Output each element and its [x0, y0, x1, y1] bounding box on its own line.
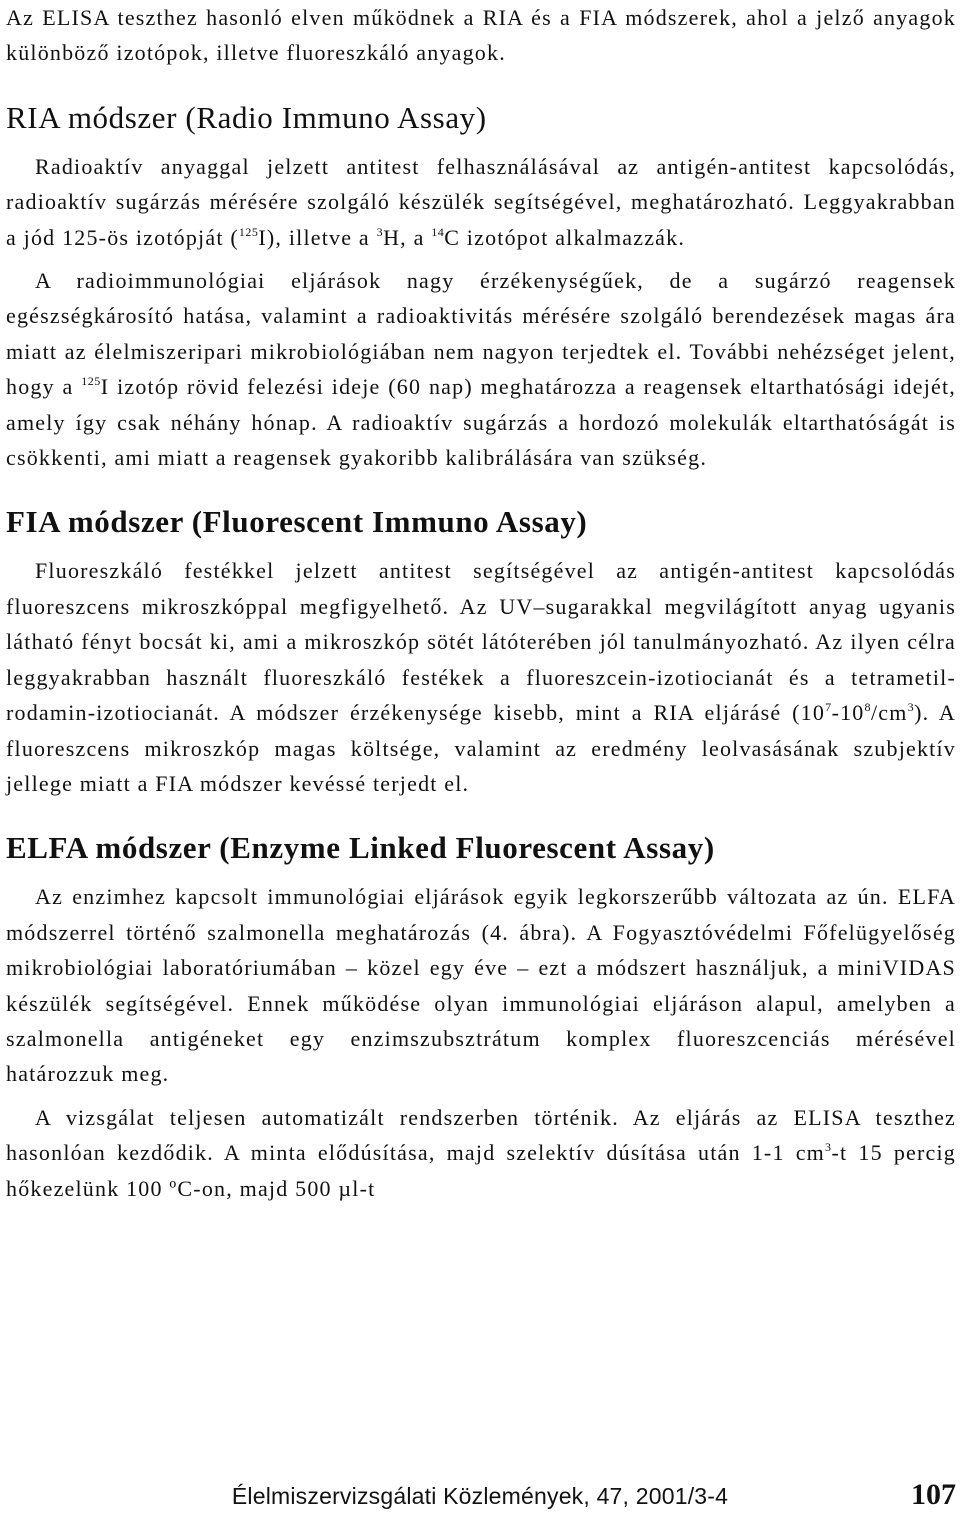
ria-paragraph-2: A radioimmunológiai eljárások nagy érzékenységűek, de a sugárzó reagensek egészségkárosító hatása, valamint a radioaktivitás mérésére szolgáló berendezések magas ára miatt az élelmiszeripari mikrobiológiában nem nagyon terjedtek el. További nehézséget jelent, hogy a $^{125}$I izotóp rövid felezési ideje (60 nap) meghatározza a reagensek eltarthatósági idejét, amely így csak néhány hónap. A radioaktív sugárzás a hordozó molekulák eltarthatóságát is csökkenti, ami miatt a reagensek gyakoribb kalibrálására van szükség.	[6, 268, 956, 471]
journal-citation: Élelmiszervizsgálati Közlemények, 47, 2001/3-4	[231, 1483, 729, 1509]
document-body	[6, 0, 956, 1206]
elfa-heading: ELFA módszer (Enzyme Linked Fluorescent Assay)	[6, 830, 715, 866]
fia-heading: FIA módszer (Fluorescent Immuno Assay)	[6, 504, 588, 540]
elfa-paragraph-1: Az enzimhez kapcsolt immunológiai eljárások egyik legkorszerűbb változata az ún. ELFA módszerrel történő szalmonella meghatározás (4. ábra). A Fogyasztóvédelmi Főfelügyelőség mikrobiológiai laboratóriumában – közel egy éve – ezt a módszert használjuk, a miniVIDAS készülék segítségével. Ennek működése olyan immunológiai eljáráson alapul, amelyben a szalmonella antigéneket egy enzimszubsztrátum komplex fluoreszcenciás mérésével határozzuk meg.	[6, 884, 956, 1087]
page-number: 107	[911, 1478, 956, 1511]
ria-paragraph-1: Radioaktív anyaggal jelzett antitest felhasználásával az antigén-antitest kapcsolódás, radioaktív sugárzás mérésére szolgáló készülék segítségével, meghatározható. Leggyakrabban a jód 125-ös izotópját ($^{125}$I), illetve a $^3$H, a $^{14}$C izotópot alkalmazzák.	[6, 153, 956, 250]
intro-paragraph: Az ELISA teszthez hasonló elven működnek a RIA és a FIA módszerek, ahol a jelző anyagok különböző izotópok, illetve fluoreszkáló anyagok.	[6, 5, 956, 66]
fia-paragraph-1: Fluoreszkáló festékkel jelzett antitest segítségével az antigén-antitest kapcsolódás fluoreszcens mikroszkóppal megfigyelhető. Az UV–sugarakkal megvilágított anyag ugyanis látható fényt bocsát ki, ami a mikroszkóp sötét látóterében jól tanulmányozható. Az ilyen célra leggyakrabban használt fluoreszkáló festékek a fluoreszcein-izotiocianát és a tetrametil-rodamin-izotiocianát. A módszer érzékenysége kisebb, mint a RIA eljárásé $(10^7-10^8/cm^3)$. A fluoreszcens mikroszkóp magas költsége, valamint az eredmény leolvasásának szubjektív jellege miatt a FIA módszer kevéssé terjedt el.	[6, 558, 956, 796]
ria-heading: RIA módszer (Radio Immuno Assay)	[6, 99, 487, 135]
elfa-paragraph-2: A vizsgálat teljesen automatizált rendszerben történik. Az eljárás az ELISA teszthez hasonlóan kezdődik. A minta elődúsítása, majd szelektív dúsítása után 1-1 $cm^3-t$ 15 percig hőkezelünk 100 ºC-on, majd 500 µl-t	[6, 1104, 957, 1201]
